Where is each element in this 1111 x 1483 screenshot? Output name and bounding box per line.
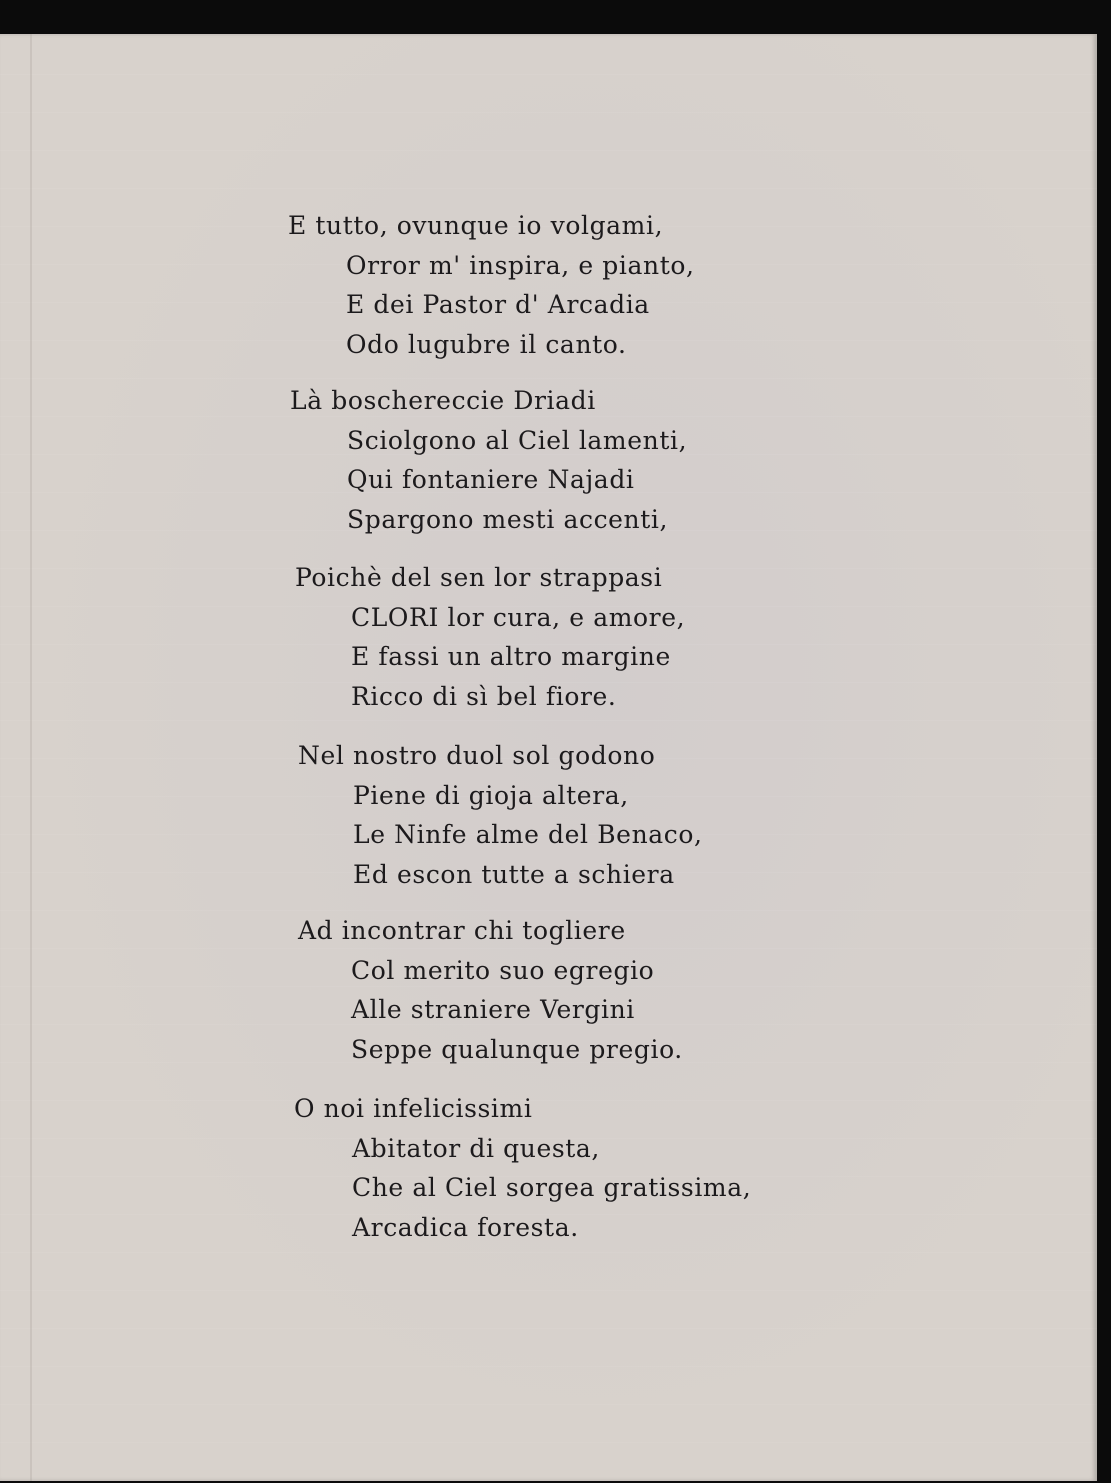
stanza (294, 1089, 751, 1247)
poem-line: E fassi un altro margine (351, 642, 671, 671)
poem-line: Nel nostro duol sol godono (298, 741, 656, 770)
stanza (298, 736, 703, 894)
poem-line: Là boschereccie Driadi (290, 386, 596, 415)
poem-line: Poichè del sen lor strappasi (295, 563, 663, 592)
poem-line: Abitator di questa, (352, 1133, 600, 1163)
stanza (290, 381, 687, 539)
poem-line: Seppe qualunque pregio. (351, 1034, 683, 1064)
poem-line: Ad incontrar chi togliere (298, 916, 626, 945)
poem-line: Piene di gioja altera, (353, 780, 629, 810)
poem-line: E tutto, ovunque io volgami, (288, 211, 664, 240)
poem-line: Col merito suo egregio (351, 955, 655, 985)
poem-line: O noi infelicissimi (294, 1094, 533, 1123)
poem-line: Spargono mesti accenti, (347, 504, 669, 534)
poem-line: Arcadica foresta. (352, 1212, 579, 1242)
stanza (298, 911, 683, 1069)
stanza (288, 206, 695, 364)
stanza (295, 558, 685, 716)
document-page (0, 34, 1097, 1481)
poem-line: CLORI lor cura, e amore, (351, 602, 686, 632)
poem-line: Qui fontaniere Najadi (347, 465, 635, 494)
poem-line: Alle straniere Vergini (351, 995, 635, 1024)
poem-line: Ed escon tutte a schiera (353, 859, 675, 889)
poem-line: Sciolgono al Ciel lamenti, (347, 425, 688, 455)
poem-line: Ricco di sì bel fiore. (351, 681, 617, 711)
poem-line: Orror m' inspira, e pianto, (346, 250, 695, 280)
poem-line: Che al Ciel sorgea gratissima, (352, 1173, 752, 1202)
poem-line: Odo lugubre il canto. (346, 329, 627, 359)
poem-line: Le Ninfe alme del Benaco, (353, 820, 703, 849)
poem-line: E dei Pastor d' Arcadia (346, 290, 650, 319)
